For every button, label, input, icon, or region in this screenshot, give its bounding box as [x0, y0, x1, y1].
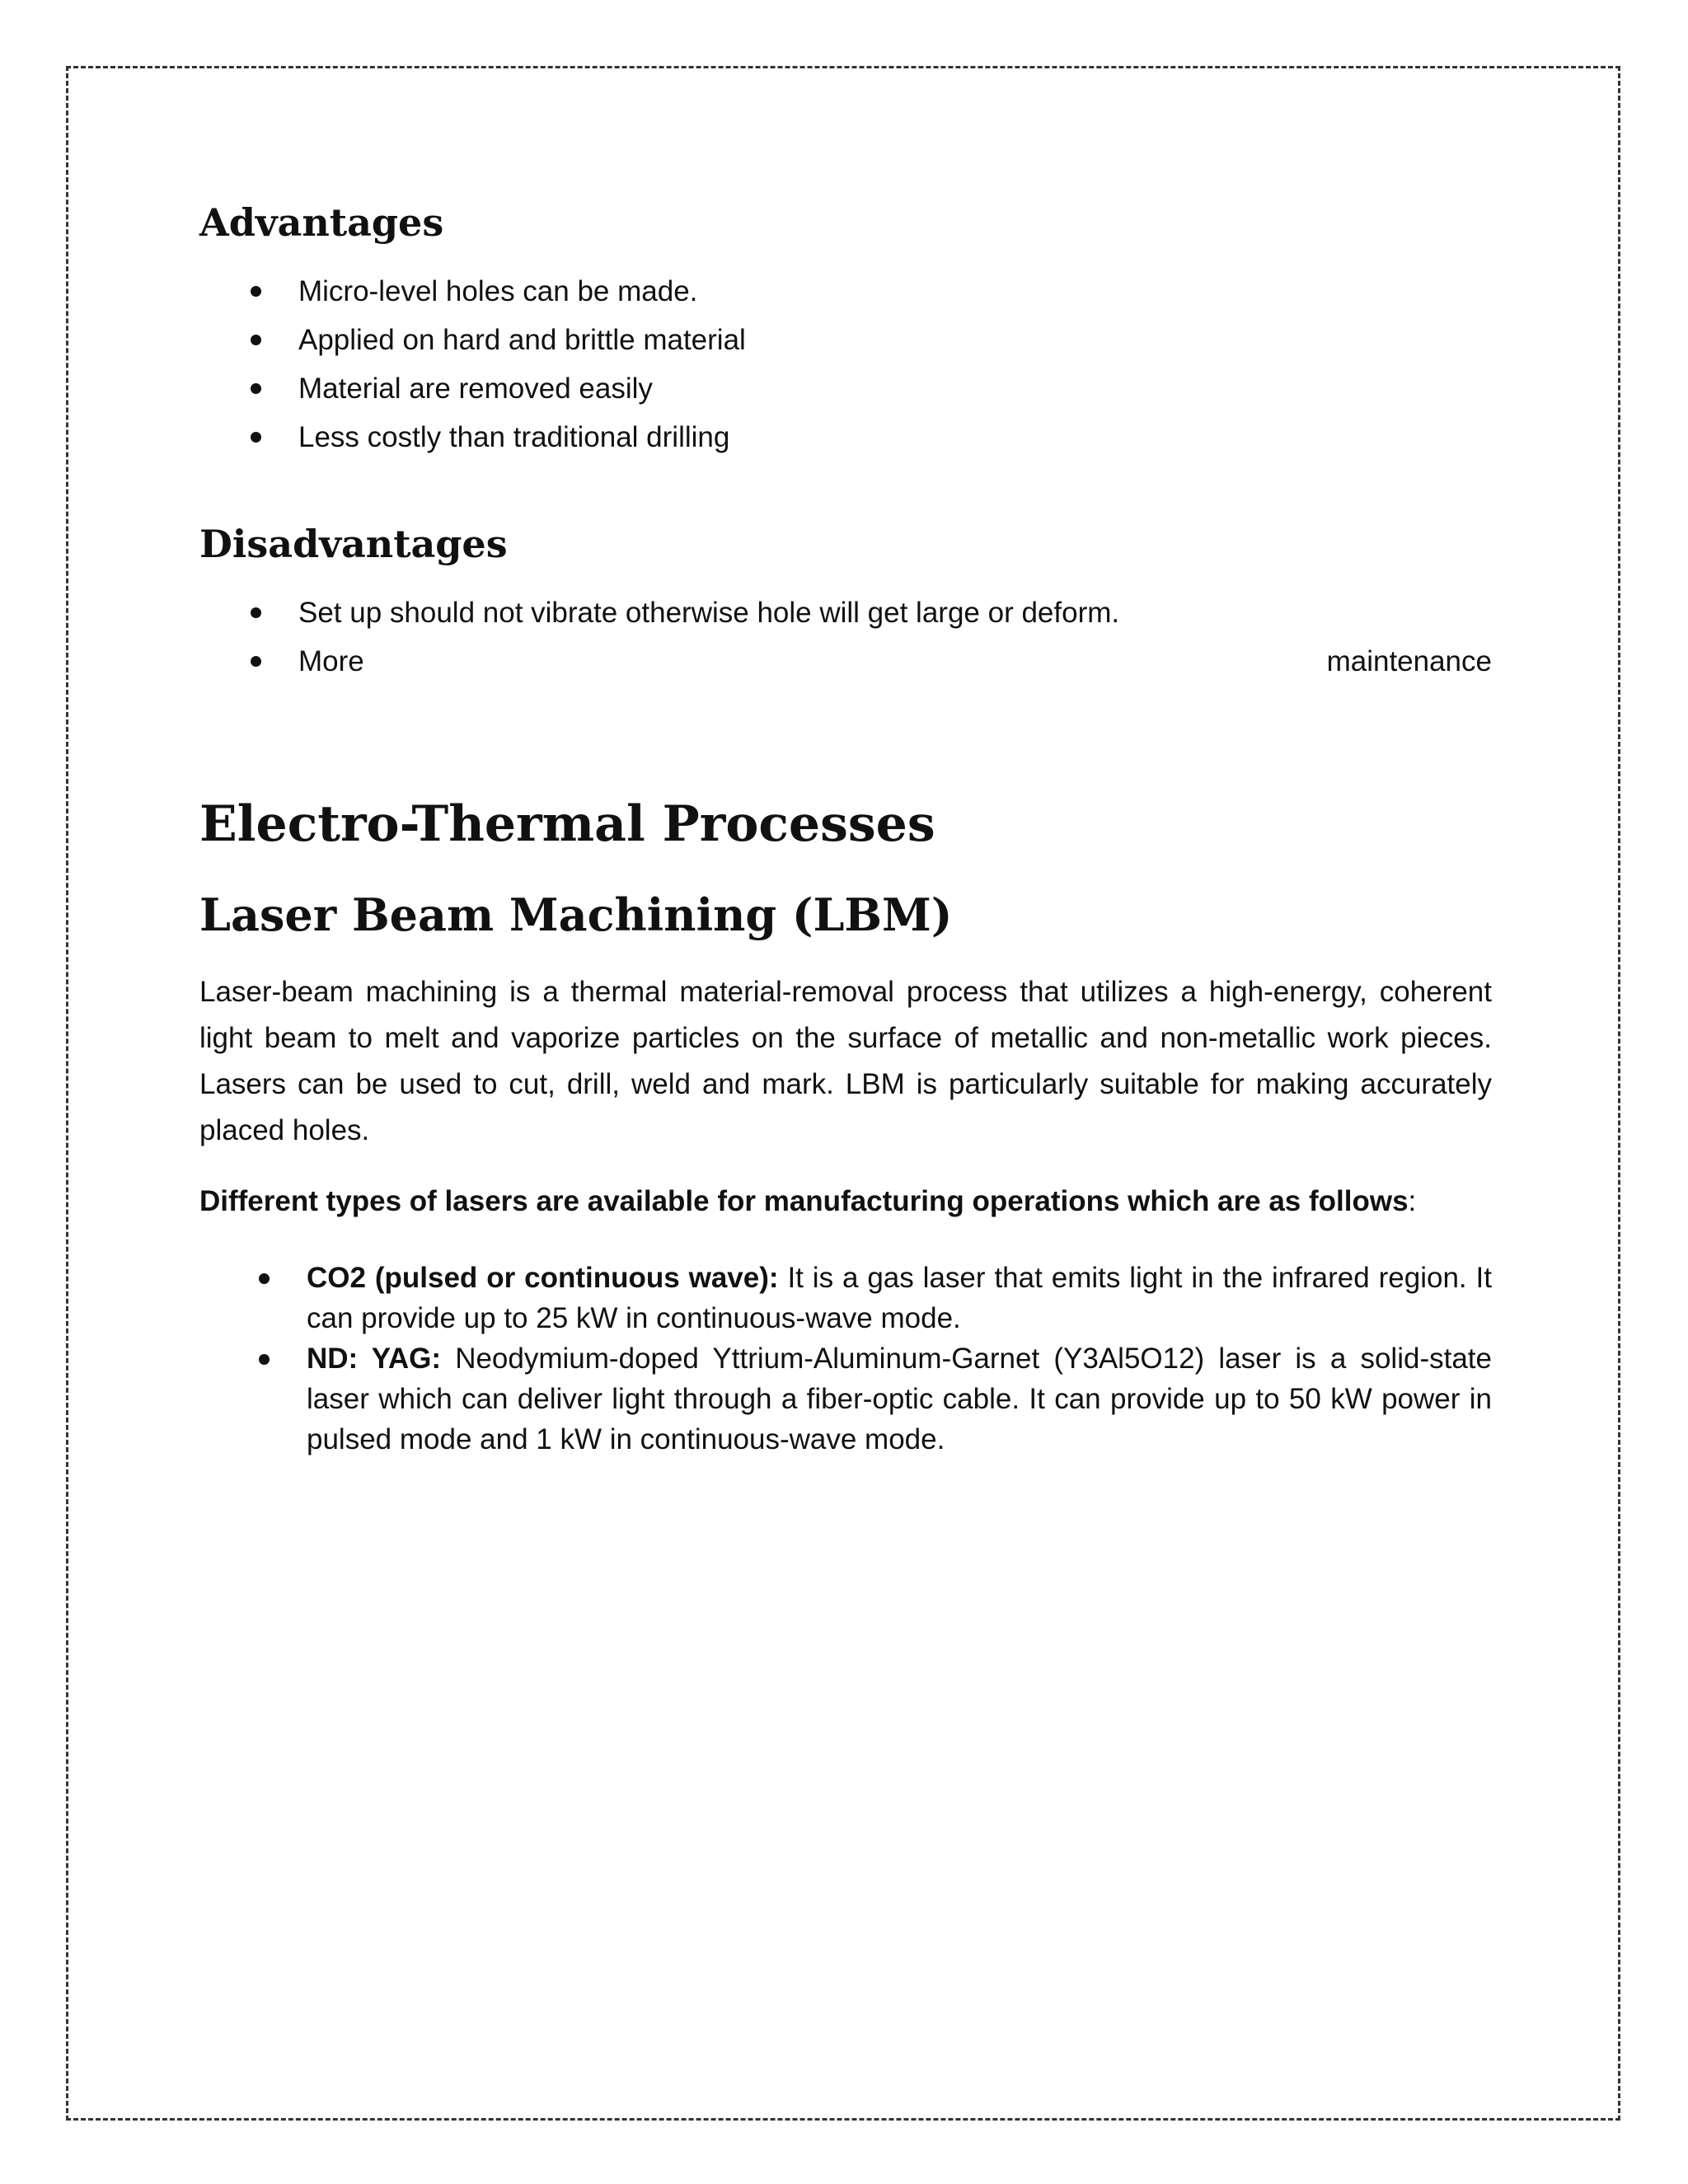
document-content [199, 198, 1492, 1460]
list-item [199, 413, 1492, 462]
bullet-icon [251, 383, 261, 394]
list-item-text: Material are removed easily [298, 373, 653, 405]
disadvantages-heading: Disadvantages [199, 522, 508, 566]
disadvantages-list [199, 588, 1492, 686]
laser-term: ND: YAG: [307, 1343, 442, 1375]
bullet-icon [259, 1354, 270, 1365]
list-item-text [298, 637, 1492, 686]
list-item-text-right: maintenance [1326, 645, 1492, 677]
laser-term: CO2 (pulsed or continuous wave): [307, 1262, 779, 1294]
laser-desc: Neodymium-doped Yttrium-Aluminum-Garnet (Y3Al5O12) laser is a solid-state laser which can deliver light through a fiber-optic cable. It can provide up to 50 kW power in pulsed mode and 1 kW in continuous-wave mode. [307, 1343, 1492, 1455]
bullet-icon [251, 286, 261, 297]
bullet-icon [251, 335, 261, 345]
list-item [199, 316, 1492, 364]
body-paragraph: Laser-beam machining is a thermal material-removal process that utilizes a high-energy, coherent light beam to melt and vaporize particles on the surface of metallic and non-metallic work pieces. Lasers can be used to cut, drill, weld and mark. LBM is particularly suitable for making accurately placed holes. [199, 976, 1492, 1146]
list-item [199, 364, 1492, 413]
section-title: Electro-Thermal Processes [199, 795, 935, 853]
laser-desc: It is a gas laser that emits light in the infrared region. It can provide up to 25 kW in continuous-wave mode. [307, 1262, 1492, 1334]
list-item-text: Set up should not vibrate otherwise hole will get large or deform. [298, 597, 1120, 629]
list-item [199, 1338, 1492, 1460]
lead-colon: : [1408, 1185, 1417, 1217]
list-item-text: Applied on hard and brittle material [298, 324, 746, 356]
list-item [199, 588, 1492, 637]
list-item-text: Less costly than traditional drilling [298, 421, 730, 453]
lead-sentence [199, 1179, 1492, 1225]
laser-types-list [199, 1258, 1492, 1460]
list-item [199, 267, 1492, 316]
bullet-icon [251, 432, 261, 443]
bullet-icon [259, 1273, 270, 1284]
list-item-text-left: More [298, 645, 364, 677]
list-item-text: Micro-level holes can be made. [298, 275, 698, 307]
advantages-heading: Advantages [199, 200, 444, 245]
advantages-list [199, 267, 1492, 462]
section-subtitle: Laser Beam Machining (LBM) [199, 888, 953, 941]
bullet-icon [251, 656, 261, 667]
lead-text: Different types of lasers are available for manufacturing operations which are as follows [199, 1185, 1409, 1217]
bullet-icon [251, 607, 261, 618]
list-item [199, 637, 1492, 686]
list-item [199, 1258, 1492, 1338]
